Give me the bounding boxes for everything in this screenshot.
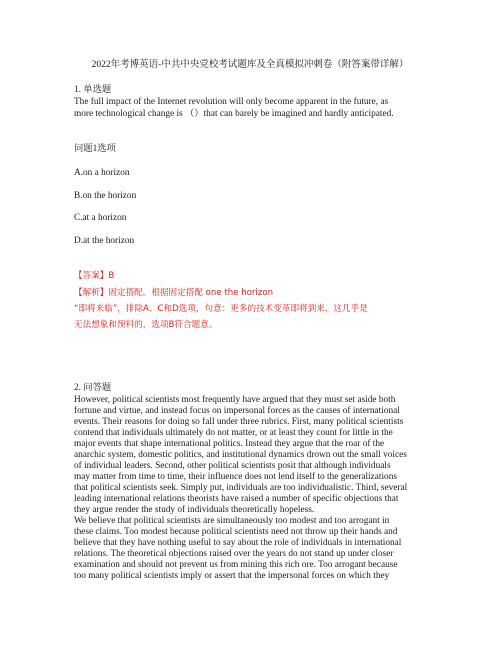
q2-line: too many political scientists imply or assert that the impersonal forces on which they: [74, 571, 390, 581]
q2-line: examination and should not prevent us from mining this rich ore. Too arrogant because: [74, 560, 398, 570]
q2-line: contend that individuals ultimately do not matter, or at least they count for little in the: [74, 428, 393, 438]
q2-line: these claims. Too modest because political scientists need not throw up their hands and: [74, 527, 398, 537]
q2-line: that political scientists seek. Simply put, individuals are too individualistic. Third, several: [74, 483, 408, 493]
analysis-line-1: 【解析】固定搭配。根据固定搭配 one the horizon: [74, 288, 274, 298]
analysis-line-3: 无法想象和预料的，选项B符合题意。: [74, 320, 218, 330]
q2-line: fortune and virtue, and instead focus on impersonal forces as the causes of international: [74, 406, 400, 416]
question-2-heading: 2. 问答题: [74, 383, 112, 393]
q2-line: leading international relations theorists have raised a number of specific objections that: [74, 494, 399, 504]
q2-line: believe that they have nothing useful to say about the role of individuals in international: [74, 538, 402, 548]
question-1-stem-line-2: more technological change is （）that can barely be imagined and hardly anticipated.: [74, 109, 394, 119]
q2-line: they argue render the study of individuals theoretically hopeless.: [74, 505, 315, 515]
option-d: D.at the horizon: [74, 236, 135, 246]
answer-line: 【答案】B: [74, 271, 115, 281]
document-title: 2022年考博英语-中共中央党校考试题库及全真模拟冲刺卷（附答案带详解）: [91, 60, 409, 70]
option-b: B.on the horizon: [74, 191, 137, 201]
q2-line: events. Their reasons for doing so fall under three rubrics. First, many political scientists: [74, 417, 404, 427]
q2-line: anarchic system, domestic politics, and institutional dynamics drown out the small voices: [74, 450, 407, 460]
question-1-heading: 1. 单选题: [74, 85, 112, 95]
q2-line: may matter from time to time, their influence does not lend itself to the generalizations: [74, 472, 397, 482]
q2-line: However, political scientists most frequently have argued that they must set aside both: [74, 395, 396, 405]
option-c: C.at a horizon: [74, 213, 127, 223]
q2-line: major events that shape international politics. Instead they argue that the roar of the: [74, 439, 385, 449]
q2-line: We believe that political scientists are simultaneously too modest and too arrogant in: [74, 516, 390, 526]
q2-line: relations. The theoretical objections raised over the years do not stand up under closer: [74, 549, 394, 559]
analysis-line-2: “即将来临”，排除A、C和D选项，句意：更多的技术变革即将到来，这几乎是: [74, 304, 368, 314]
option-a: A.on a horizon: [74, 168, 130, 178]
options-title: 问题1选项: [74, 144, 116, 154]
q2-line: of individual leaders. Second, other political scientists posit that although individuals: [74, 461, 391, 471]
question-1-stem-line-1: The full impact of the Internet revolution will only become apparent in the future, as: [74, 97, 389, 107]
